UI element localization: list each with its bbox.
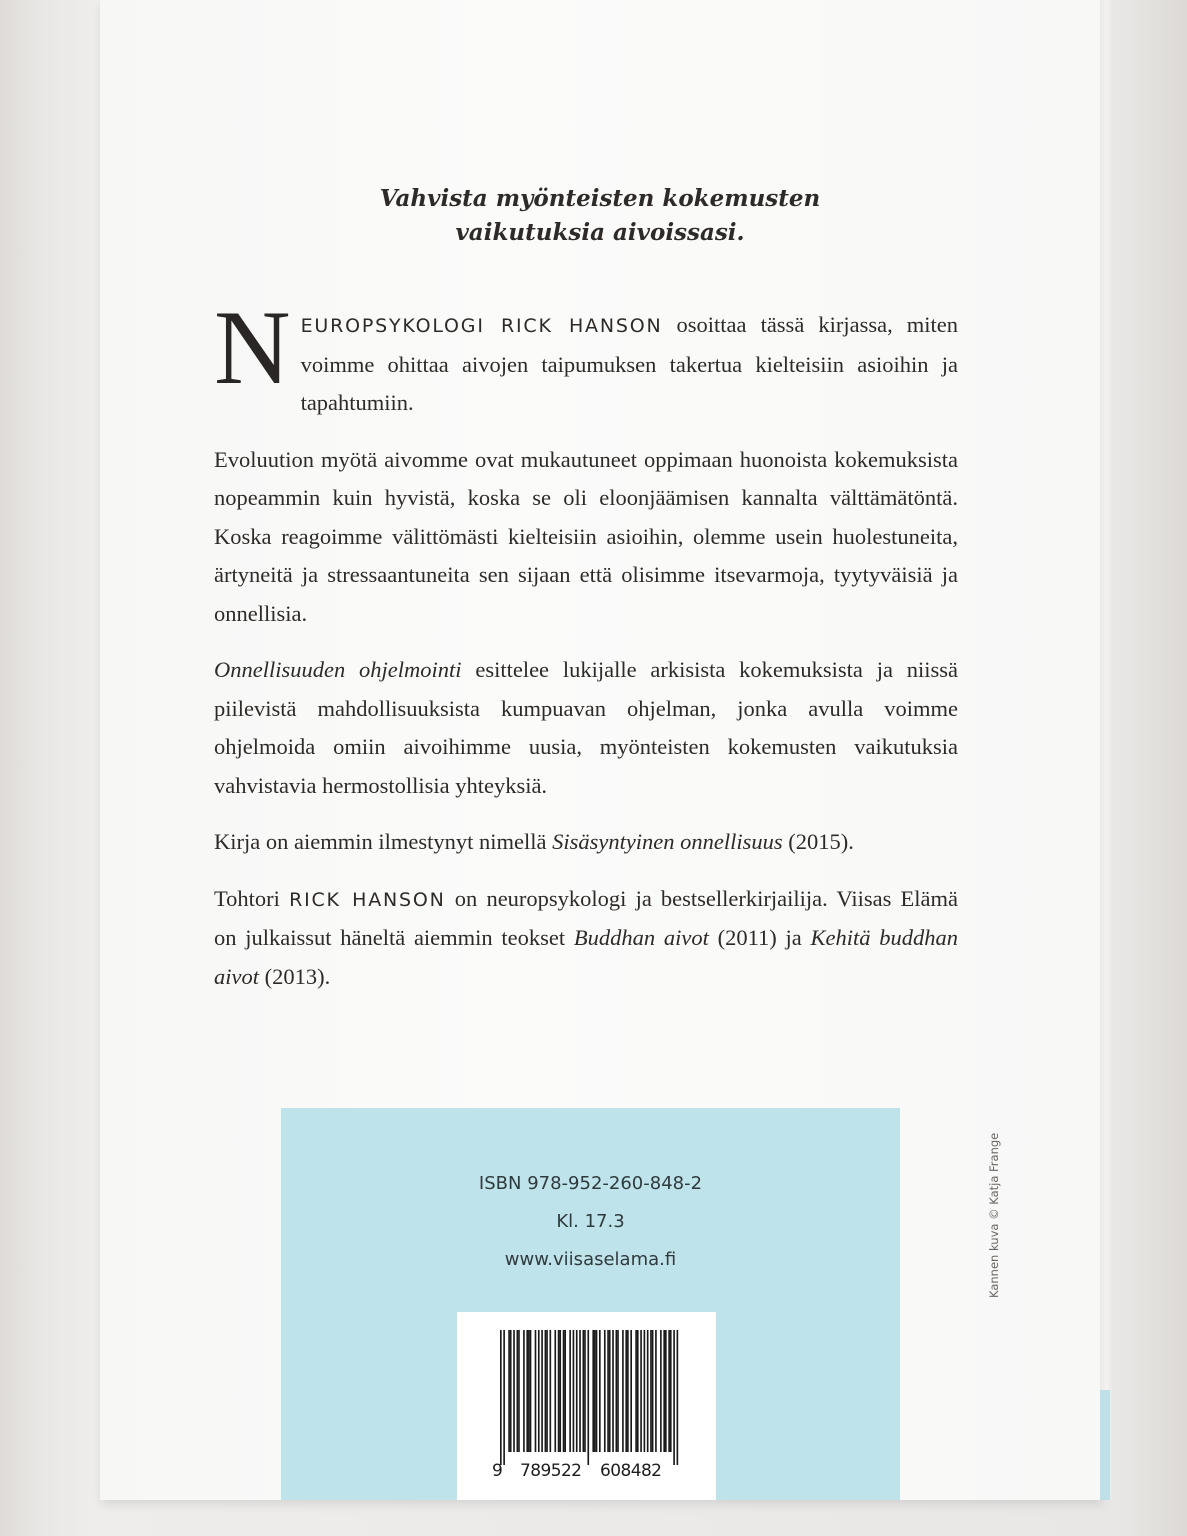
previous-title-italic: Sisäsyntyinen onnellisuus (552, 829, 783, 854)
book-edge-blue-strip (1100, 1390, 1110, 1500)
author-name-caps: RICK HANSON (289, 888, 446, 911)
blurb-text (214, 289, 959, 1014)
barcode-bar (550, 1330, 552, 1452)
barcode-digits-right: 608482 (600, 1461, 662, 1480)
barcode-bar (538, 1330, 540, 1452)
barcode-bar (523, 1330, 525, 1452)
title-kehita-buddhan-aivot: Kehitä buddhan aivot (214, 925, 959, 989)
barcode-bar (596, 1330, 598, 1452)
isbn: ISBN 978-952-260-848-2 (478, 1173, 703, 1194)
barcode-bar (541, 1330, 543, 1452)
title-buddhan-aivot: Buddhan aivot (573, 925, 709, 950)
barcode-bar (665, 1330, 667, 1452)
barcode-bar (637, 1330, 639, 1452)
barcode-bar (617, 1330, 619, 1452)
barcode-bar (616, 1330, 618, 1452)
barcode-bar (535, 1330, 537, 1452)
barcode-bar (677, 1330, 679, 1465)
paragraph-previous-edition (214, 823, 958, 862)
barcode-bar (652, 1330, 654, 1452)
barcode-bar (510, 1330, 512, 1452)
previous-edition-after: (2015). (782, 829, 854, 854)
barcode-bar (625, 1330, 627, 1452)
paragraph-intro-text: osoittaa tässä kirjassa, miten voimme ohittaa aivojen taipumuksen takertua kielteisiin asioihin ja tapahtumiin. (300, 312, 958, 415)
barcode-bar (579, 1330, 581, 1452)
barcode-bar (612, 1330, 614, 1452)
paragraph-program (214, 651, 958, 805)
barcode-bar (650, 1330, 652, 1452)
barcode-bars (500, 1330, 678, 1465)
barcode-bar (592, 1330, 594, 1452)
barcode-bar (513, 1330, 515, 1452)
website: www.viisaselama.fi (504, 1249, 677, 1270)
barcode-bar (609, 1330, 611, 1452)
author-caps: EUROPSYKOLOGI RICK HANSON (300, 315, 663, 337)
barcode-bar (563, 1330, 565, 1452)
barcode-bar (604, 1330, 606, 1452)
barcode-bar (545, 1330, 547, 1452)
barcode-bar (500, 1330, 502, 1465)
barcode-bar (503, 1330, 505, 1465)
barcode-bar (587, 1330, 589, 1465)
barcode-bar (599, 1330, 601, 1452)
previous-edition-before: Kirja on aiemmin ilmestynyt nimellä (214, 829, 553, 854)
classification: Kl. 17.3 (556, 1211, 625, 1232)
barcode-digit-first: 9 (492, 1461, 503, 1480)
barcode-bar (558, 1330, 560, 1452)
barcode-bar (673, 1330, 675, 1465)
paragraph-evolution: Evoluution myötä aivomme ovat mukautuneet oppimaan huonoista kokemuksista nopeammin kuin hyvistä, koska se oli eloonjäämisen kannalta välttämätöntä. Koska reagoimme välittömästi kielteisiin asioihin, olemme usein huolestuneita, ärtyneitä ja stressaantuneita sen sijaan että olisimme itsevarmoja, tyytyväisiä ja onnellisia. (214, 446, 958, 626)
barcode-bar (640, 1330, 642, 1452)
barcode-bar (647, 1330, 649, 1452)
tagline (100, 182, 1100, 250)
paragraph-author (214, 880, 958, 997)
barcode-bar (573, 1330, 575, 1452)
barcode-bar (517, 1330, 519, 1452)
author-before: Tohtori (214, 885, 290, 911)
barcode-bar (670, 1330, 672, 1452)
barcode-bar (564, 1330, 566, 1452)
barcode-bar (607, 1330, 609, 1452)
barcode-bar (663, 1330, 665, 1452)
barcode-bar (644, 1330, 646, 1452)
publisher-info (281, 1165, 900, 1279)
barcode-bar (546, 1330, 548, 1452)
barcode-bar (622, 1330, 624, 1452)
author-after: (2013). (259, 963, 331, 989)
barcode-bar (554, 1330, 556, 1452)
barcode-bar (584, 1330, 586, 1452)
author-mid-1: on neuropsykologi ja bestsellerkirjailija. Viisas Elämä on julkaissut häneltä aiemmin teokset (214, 885, 958, 950)
barcode-bar (569, 1330, 571, 1452)
tagline-line-1: Vahvista myönteisten kokemusten (379, 185, 821, 212)
barcode-bar (559, 1330, 561, 1452)
barcode-bar (530, 1330, 532, 1452)
barcode-bar (635, 1330, 637, 1452)
book-page-edge (1100, 0, 1114, 1500)
tagline-line-2: vaikutuksia aivoissasi. (455, 219, 745, 246)
photo-credit-text: Kannen kuva © Katja Frange (987, 1132, 1001, 1298)
drop-cap: N (214, 289, 291, 406)
barcode-bar (630, 1330, 632, 1452)
barcode-bar (518, 1330, 520, 1452)
barcode-bar (594, 1330, 596, 1452)
barcode-bar (627, 1330, 629, 1452)
barcode-bar (576, 1330, 578, 1452)
author-mid-2: (2011) ja (708, 925, 811, 950)
barcode-bar (668, 1330, 670, 1452)
barcode-bar (660, 1330, 662, 1452)
barcode-bar (583, 1330, 585, 1452)
book-title-italic: Onnellisuuden ohjelmointi (214, 657, 462, 682)
barcode (490, 1330, 690, 1480)
photo-credit (985, 1108, 1005, 1298)
barcode-bar (528, 1330, 530, 1452)
barcode-bar (508, 1330, 510, 1452)
barcode-bar (526, 1330, 528, 1452)
barcode-bar (655, 1330, 657, 1452)
paragraph-program-text: esittelee lukijalle arkisista kokemuksista ja niissä piilevistä mahdollisuuksista kumpuavan ohjelman, jonka avulla voimme ohjelmoida omiin aivoihimme uusia, myönteisten kokemusten vaikutuksia vahvistavia hermostollisia yhteyksiä. (214, 657, 958, 798)
paragraph-intro (214, 289, 958, 423)
barcode-digits-left: 789522 (520, 1461, 582, 1480)
